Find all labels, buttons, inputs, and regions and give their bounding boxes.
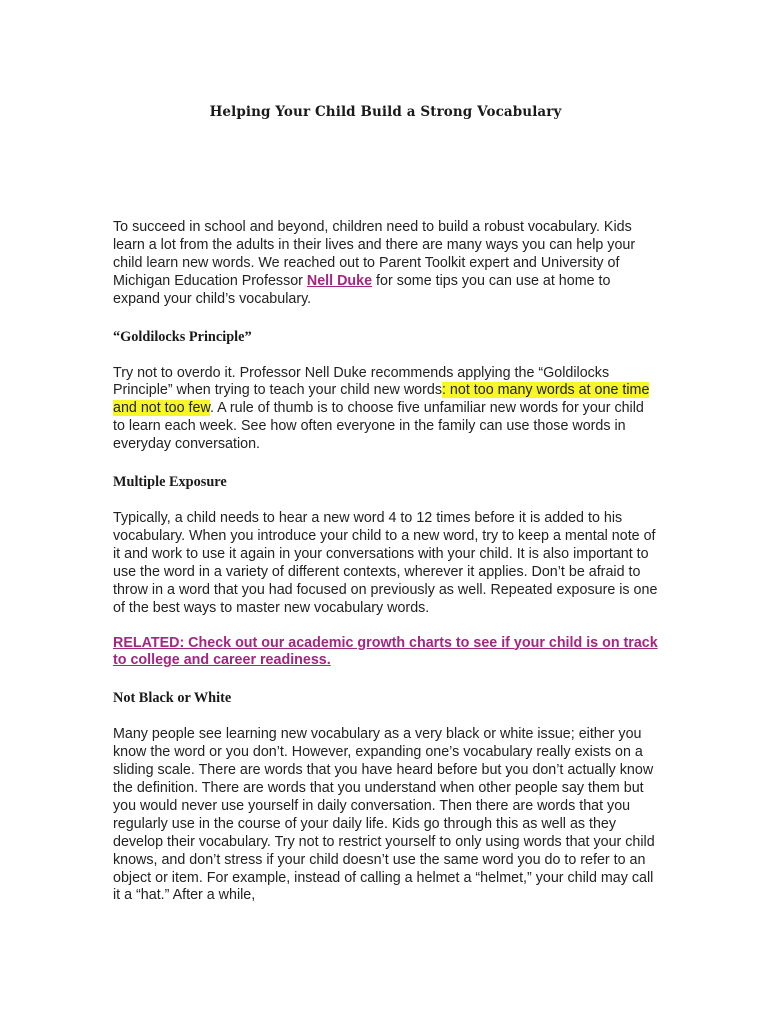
goldilocks-text-after-highlight: . A rule of thumb is to choose five unfamiliar new words for your child to learn each week. See how often everyone in the family can use those words in everyday conversation. [113,400,644,453]
multiple-exposure-paragraph: Typically, a child needs to hear a new word 4 to 12 times before it is added to his vocabulary. When you introduce your child to a new word, try to keep a mental note of it and work to use it again in your conversations with your child. It is also important to use the word in a variety of different contexts, wherever it applies. Don’t be afraid to throw in a word that you had focused on previously as well. Repeated exposure is one of the best ways to master new vocabulary words. [113,510,658,616]
related-growth-charts-link[interactable]: RELATED: Check out our academic growth charts to see if your child is on track to college and career readiness. [113,634,658,669]
goldilocks-paragraph [113,365,658,455]
section-heading-not-black-or-white: Not Black or White [113,690,232,707]
intro-text-before-link: To succeed in school and beyond, children need to build a robust vocabulary. Kids learn a lot from the adults in their lives and there are many ways you can help your child learn new words. We reached out to Parent Toolkit expert and University of Michigan Education Professor [113,219,636,289]
nell-duke-link[interactable]: Nell Duke [306,272,373,289]
document-content [113,104,658,905]
intro-paragraph [113,219,658,309]
section-heading-multiple-exposure: Multiple Exposure [113,474,227,491]
section-heading-goldilocks: “Goldilocks Principle” [113,328,252,345]
document-title: Helping Your Child Build a Strong Vocabulary [209,104,562,120]
intro-text-after-link: for some tips you can use at home to expand your child’s vocabulary. [113,272,611,307]
goldilocks-highlighted-text: : not too many words at one time and not too few [113,382,650,417]
not-black-or-white-paragraph: Many people see learning new vocabulary as a very black or white issue; either you know the word or you don’t. However, expanding one’s vocabulary really exists on a sliding scale. There are words that you have heard before but you don’t actually know the definition. There are words that you understand when other people say them but you would never use yourself in daily conversation. Then there are words that you regularly use in the course of your daily life. Kids go through this as well as they develop their vocabulary. Try not to restrict yourself to only using words that your child knows, and don’t stress if your child doesn’t use the same word you do to refer to an object or item. For example, instead of calling a helmet a “helmet,” your child may call it a “hat.” After a while, [113,726,655,904]
goldilocks-text-before-highlight: Try not to overdo it. Professor Nell Duke recommends applying the “Goldilocks Principle” when trying to teach your child new words [113,364,610,399]
